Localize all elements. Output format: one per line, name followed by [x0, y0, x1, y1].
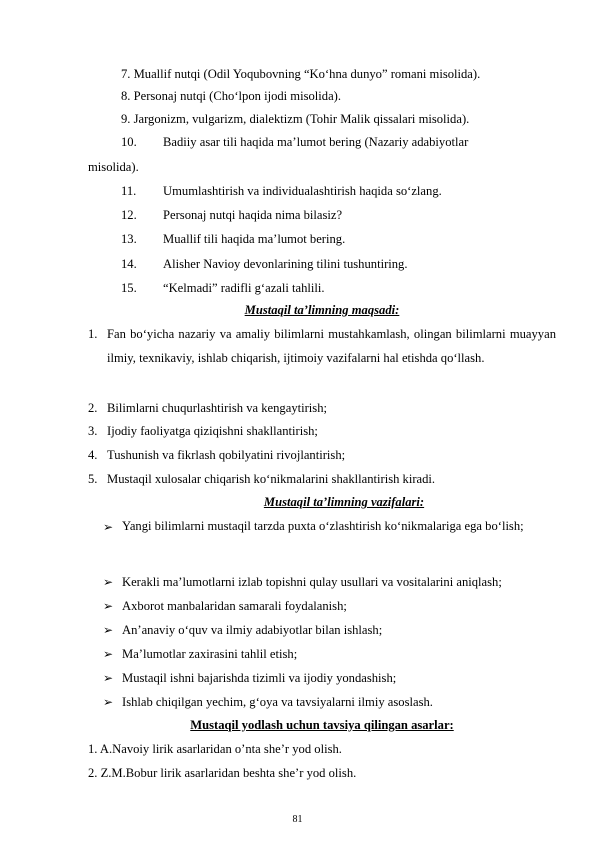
item-number: 15.: [121, 281, 137, 295]
list-item: Mustaqil ishni bajarishda tizimli va ijodiy yondashish;: [122, 671, 397, 685]
list-item: Ma’lumotlar zaxirasini tahlil etish;: [122, 647, 298, 661]
list-item: Ishlab chiqilgan yechim, g‘oya va tavsiyalarni ilmiy asoslash.: [122, 695, 433, 709]
list-item: 1. A.Navoiy lirik asarlaridan o’nta she’r yod olish.: [88, 742, 342, 756]
list-item: 2. Z.M.Bobur lirik asarlaridan beshta she’r yod olish.: [88, 766, 357, 780]
list-item: Alisher Navioy devonlarining tilini tushuntiring.: [163, 257, 408, 271]
item-number: 5.: [88, 472, 98, 486]
item-number: 3.: [88, 424, 98, 438]
list-item: Bilimlarni chuqurlashtirish va kengaytirish;: [107, 401, 328, 415]
item-number: 12.: [121, 208, 137, 222]
section-heading-tasks: Mustaqil ta’limning vazifalari:: [263, 495, 425, 509]
list-item: Kerakli ma’lumotlarni izlab topishni qulay usullari va vositalarini aniqlash;: [122, 575, 502, 589]
list-item: 8. Personaj nutqi (Cho‘lpon ijodi misolida).: [121, 89, 342, 103]
item-number: 11.: [121, 184, 137, 198]
arrow-bullet-icon: ➢: [103, 599, 114, 613]
list-item-continuation: misolida).: [88, 160, 139, 174]
list-item: Axborot manbalaridan samarali foydalanish;: [122, 599, 347, 613]
list-item: Personaj nutqi haqida nima bilasiz?: [163, 208, 343, 222]
list-item: “Kelmadi” radifli g‘azali tahlili.: [163, 281, 325, 295]
arrow-bullet-icon: ➢: [103, 623, 114, 637]
list-item: Umumlashtirish va individualashtirish haqida so‘zlang.: [163, 184, 442, 198]
arrow-bullet-icon: ➢: [103, 575, 114, 589]
arrow-bullet-icon: ➢: [103, 647, 114, 661]
list-item: Ijodiy faoliyatga qiziqishni shakllantirish;: [107, 424, 318, 438]
arrow-bullet-icon: ➢: [103, 671, 114, 685]
list-item: Fan bo‘yicha nazariy va amaliy bilimlarni mustahkamlash, olingan bilimlarni muayyan ilmiy, texnikaviy, ishlab chiqarish, ijtimoiy vazifalarni hal etishda qo‘llash.: [107, 327, 556, 365]
list-item: Badiiy asar tili haqida ma’lumot bering (Nazariy adabiyotlar: [163, 135, 469, 149]
item-number: 13.: [121, 232, 137, 246]
section-heading-topics: Mustaqil yodlash uchun tavsiya qilingan asarlar:: [190, 718, 454, 732]
item-number: 4.: [88, 448, 98, 462]
list-item: 7. Muallif nutqi (Odil Yoqubovning “Ko‘hna dunyo” romani misolida).: [121, 67, 481, 81]
arrow-bullet-icon: ➢: [103, 520, 114, 534]
item-number: 1.: [88, 327, 98, 341]
page-number: 81: [292, 814, 303, 825]
item-number: 2.: [88, 401, 98, 415]
list-item: Mustaqil xulosalar chiqarish ko‘nikmalarini shakllantirish kiradi.: [107, 472, 436, 486]
section-heading-goals: Mustaqil ta’limning maqsadi:: [244, 303, 400, 317]
list-item: Muallif tili haqida ma’lumot bering.: [163, 232, 346, 246]
list-item: Yangi bilimlarni mustaqil tarzda puxta o‘zlashtirish ko‘nikmalariga ega bo‘lish;: [122, 519, 524, 533]
arrow-bullet-icon: ➢: [103, 695, 114, 709]
list-item: Tushunish va fikrlash qobilyatini rivojlantirish;: [107, 448, 346, 462]
item-number: 10.: [121, 135, 137, 149]
item-number: 14.: [121, 257, 137, 271]
list-item: An’anaviy o‘quv va ilmiy adabiyotlar bilan ishlash;: [122, 623, 383, 637]
list-item: 9. Jargonizm, vulgarizm, dialektizm (Tohir Malik qissalari misolida).: [121, 112, 470, 126]
